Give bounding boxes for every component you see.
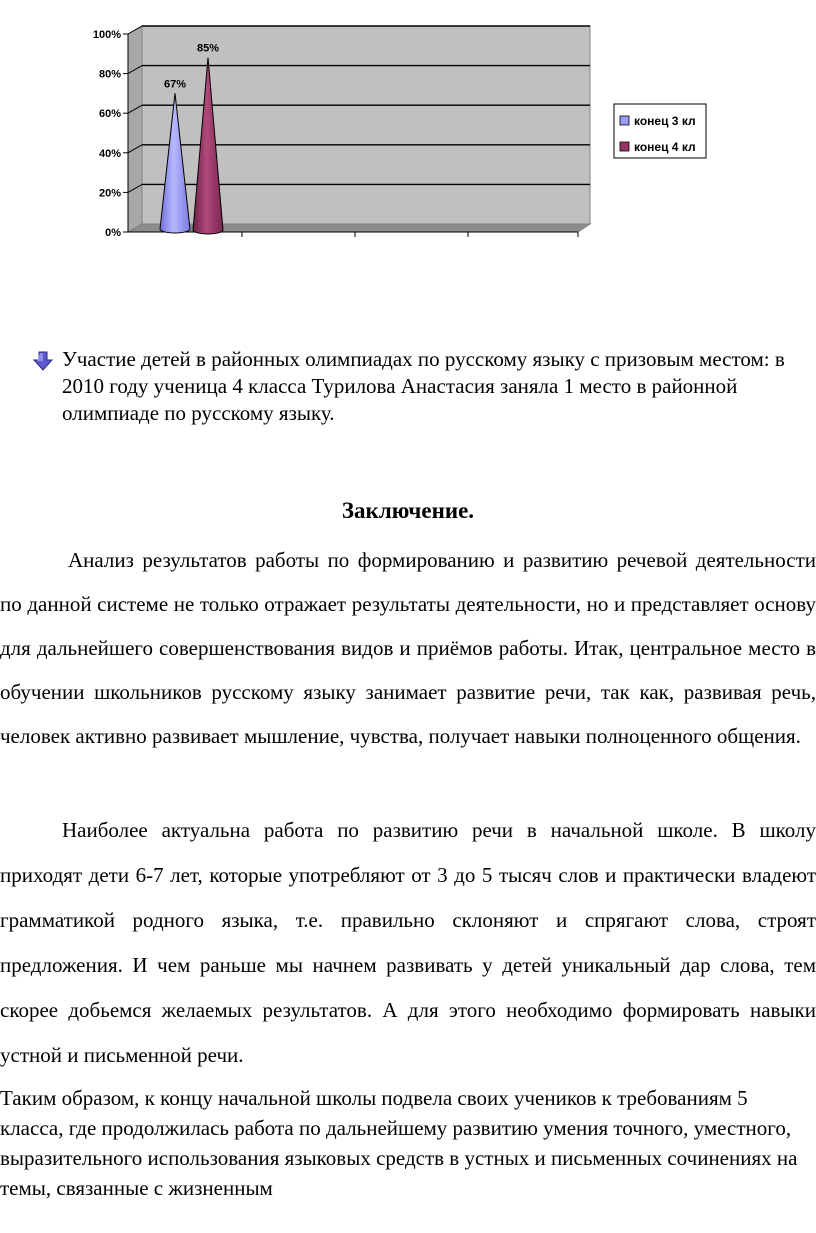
y-tick-label: 60%: [98, 108, 121, 121]
paragraph-1: Анализ результатов работы по формированию и развитию речевой деятельности по данной системе не только отражает результаты деятельности, но и представляет основу для дальнейшего совершенствования видов и приёмов работы. Итак, центральное место в обучении школьников русскому языку занимает развитие речи, так как, развивая речь, человек активно развивает мышление, чувства, получает навыки полноценного общения.: [0, 548, 816, 748]
y-tick-label: 20%: [98, 187, 121, 200]
legend-label: конец 3 кл: [634, 114, 696, 128]
section-heading: Заключение.: [341, 498, 475, 523]
y-tick-label: 100%: [92, 29, 121, 41]
paragraph-2: Наиболее актуальна работа по развитию речи в начальной школе. В школу приходят дети 6-7 лет, которые употребляют от 3 до 5 тысяч слов и практически владеют грамматикой родного языка, т.е. правильно склоняют и спрягают слова, строят предложения. И чем раньше мы начнем развивать у детей уникальный дар слова, тем скорее добьемся желаемых результатов. А для этого необходимо формировать навыки устной и письменной речи.: [0, 818, 816, 1067]
legend-label: конец 4 кл: [634, 140, 696, 154]
chart-svg: [80, 18, 720, 250]
plot-side-wall: [128, 26, 142, 232]
y-tick-label: 0%: [105, 227, 121, 239]
legend-swatch: [620, 116, 629, 125]
arrow-bullet-icon: [32, 350, 54, 372]
paragraph-3: Таким образом, к концу начальной школы подвела своих учеников к требованиям 5 класса, где продолжилась работа по дальнейшему развитию умения точного, уместного, выразительного использования языковых средств в устных и письменных сочинениях на темы, связанные с жизненным: [0, 1086, 798, 1200]
bullet-text: Участие детей в районных олимпиадах по русскому языку с призовым местом: в 2010 году ученица 4 класса Турилова Анастасия заняла 1 место в районной олимпиаде по русскому языку.: [62, 347, 785, 425]
data-label: 85%: [196, 42, 220, 55]
y-tick-label: 40%: [98, 147, 121, 160]
bullet-item: [32, 346, 792, 427]
data-label: 67%: [163, 78, 187, 91]
y-tick-label: 80%: [98, 68, 121, 81]
cone-chart: [80, 18, 720, 250]
legend-swatch: [620, 142, 629, 151]
